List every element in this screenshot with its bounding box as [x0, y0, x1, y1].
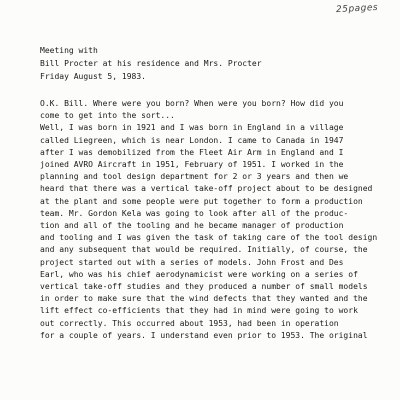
answer-line: out correctly. This occurred about 1953, had been in operation	[40, 318, 339, 328]
answer-line: project started out with a series of models. John Frost and Des	[40, 257, 344, 267]
answer-line: Well, I was born in 1921 and I was born in England in a village	[40, 123, 344, 133]
answer-line: and any subsequent that would be required. Initially, of course, the	[40, 245, 368, 255]
answer-line: and tooling and I was given the task of taking care of the tool design	[40, 233, 378, 243]
answer-line: team. Mr. Gordon Kela was going to look after all of the produc-	[40, 208, 349, 218]
transcript-body	[40, 98, 398, 342]
answer-line: heard that there was a vertical take-off project about to be designed	[40, 184, 373, 194]
question-line: come to get into the sort...	[40, 111, 175, 121]
answer-line: lift effect co-efficients that they had in mind were going to work	[40, 306, 358, 316]
header-line: Bill Procter at his residence and Mrs. Procter	[40, 59, 262, 68]
header-line: Meeting with	[40, 46, 98, 55]
answer-line: for a couple of years. I understand even prior to 1953. The original	[40, 330, 368, 340]
answer-line: joined AVRO Aircraft in 1951, February of 1951. I worked in the	[40, 160, 344, 170]
answer-line: Earl, who was his chief aerodynamicist were working on a series of	[40, 269, 358, 279]
header-line: Friday August 5, 1983.	[40, 72, 146, 81]
answer-line: at the plant and some people were put together to form a production	[40, 196, 363, 206]
answer-line: planning and tool design department for 2 or 3 years and then we	[40, 172, 349, 182]
question-line: O.K. Bill. Where were you born? When were you born? How did you	[40, 99, 344, 108]
meeting-header	[40, 44, 262, 83]
answer-line: after I was demobilized from the Fleet Air Arm in England and I	[40, 147, 344, 157]
answer-line: in order to make sure that the wind defects that they wanted and the	[40, 294, 368, 304]
handwritten-page-note: 25pages	[335, 2, 379, 16]
answer-line: tion and all of the tooling and he became manager of production	[40, 221, 344, 231]
answer-line: vertical take-off studies and they produced a number of small models	[40, 282, 368, 292]
answer-line: called Liegreen, which is near London. I came to Canada in 1947	[40, 135, 344, 145]
